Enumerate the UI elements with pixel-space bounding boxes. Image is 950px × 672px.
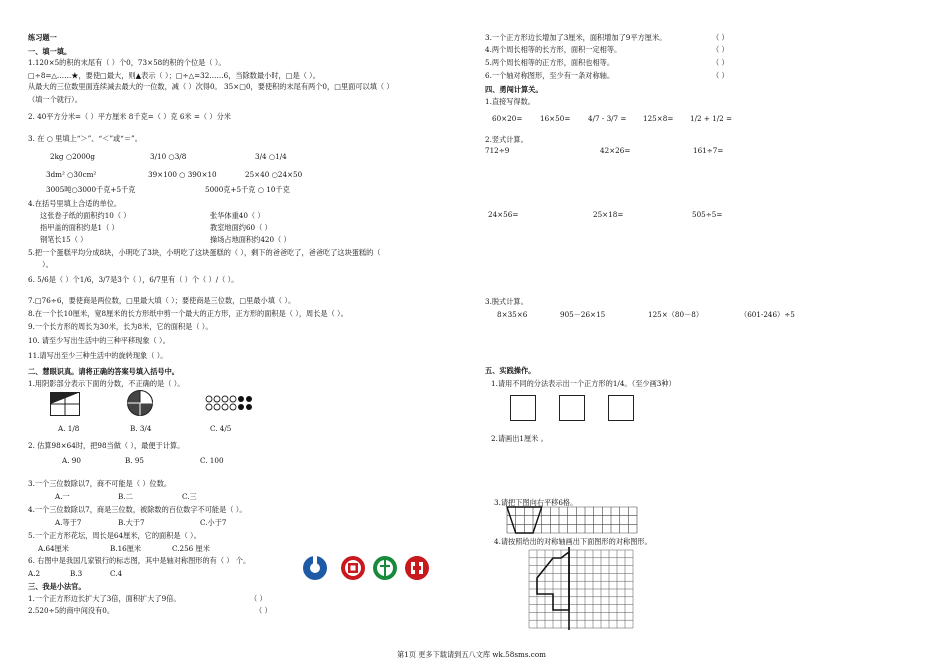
p1: 1.请用不同的分法表示出一个正方形的1/4。（至少画3种） — [491, 379, 676, 388]
p3: 3.请把下图向右平移6格。 — [494, 498, 578, 507]
m5: 5.一个正方形花坛，周长是64厘米，它的面积是（ ）。 — [28, 531, 201, 540]
bank-logo-icon — [372, 553, 398, 583]
translation-grid[interactable] — [507, 507, 637, 533]
m5-option-c: C.256 厘米 — [172, 544, 210, 553]
j3-paren: （ ） — [712, 33, 729, 42]
section-4-title: 四、勇闯计算关。 — [485, 85, 543, 94]
j1-paren: （ ） — [250, 594, 267, 603]
bank-logo-icon — [404, 553, 430, 583]
footer: 第1页 更多下载请到五八文库 wk.58sms.com — [397, 650, 546, 659]
m1-option-b: B. 3/4 — [130, 424, 152, 433]
q9: 9.一个长方形的周长为30米，长为8米，它的面积是（ ）。 — [28, 322, 213, 331]
fraction-circle-figure — [127, 390, 153, 416]
q3-item: 3/10 ○3/8 — [150, 152, 187, 161]
c2-item: 505÷5= — [692, 210, 723, 219]
c2: 2.竖式计算。 — [485, 135, 528, 144]
m2-option-c: C. 100 — [200, 456, 224, 465]
m6-option-c: C.4 — [110, 569, 123, 578]
q1b: □÷8=△……★，要使□最大，则▲表示（ ）；□÷△=32……6，当除数最小时，□是（ ）。 — [28, 71, 320, 80]
q2: 2. 40平方分米=（ ）平方厘米 8千克=（ ）克 6米 =（ ）分米 — [28, 112, 231, 121]
bank-logo-icon — [302, 553, 328, 583]
c2-item: 25×18= — [593, 210, 624, 219]
m3: 3.一个三位数除以7，商不可能是（ ）位数。 — [28, 479, 172, 488]
q4-item: 钢笔长15（ ） — [40, 235, 88, 244]
q4-item: 这张卷子纸的面积约10（ ） — [40, 211, 131, 220]
c3-item: 125×（80－8） — [648, 310, 704, 319]
q4-item: 教室地面约60（ ） — [210, 223, 272, 232]
j2-paren: （ ） — [255, 606, 272, 615]
j1: 1.一个正方形边长扩大了3倍，面积扩大了9倍。 — [28, 594, 181, 603]
j4-paren: （ ） — [712, 45, 729, 54]
c3-item: 8×35×6 — [497, 310, 528, 319]
p4: 4.请按照给出的对称轴画出下面图形的对称图形。 — [494, 537, 652, 546]
fraction-rectangle-figure — [50, 392, 80, 416]
j2: 2.520÷5的商中间没有0。 — [28, 606, 115, 615]
m1-option-a: A. 1/8 — [58, 424, 80, 433]
q4-item: 操场占地面积约420（ ） — [210, 235, 291, 244]
c1-item: 1/2 + 1/2 = — [690, 114, 733, 123]
q5b: ）。 — [42, 260, 53, 269]
m2-option-b: B. 95 — [125, 456, 144, 465]
quarter-square[interactable] — [608, 395, 634, 421]
m1: 1.用阴影部分表示下面的分数，不正确的是（ ）。 — [28, 379, 185, 388]
section-3-title: 三、我是小法官。 — [28, 582, 86, 591]
q3-item: 2kg ○2000g — [50, 152, 95, 161]
m5-option-a: A.64厘米 — [38, 544, 69, 553]
c3-item: （601-246）÷5 — [740, 310, 795, 319]
c1-item: 60×20= — [492, 114, 523, 123]
q4-item: 张华体重40（ ） — [210, 211, 265, 220]
q3-item: 3dm² ○30cm² — [46, 170, 97, 179]
q4-item: 指甲盖的面积约是1（ ） — [40, 223, 119, 232]
q5: 5.把一个蛋糕平均分成8块，小明吃了3块，小明吃了这块蛋糕的（ ），剩下的爸爸吃了，爸爸吃了这块蛋糕的（ — [28, 248, 381, 257]
c2-item: 712÷9 — [485, 146, 510, 155]
m4-option-a: A.等于7 — [55, 518, 82, 527]
m6-option-b: B.3 — [70, 569, 83, 578]
c2-item: 42×26= — [600, 146, 631, 155]
page-title: 练习题一 — [28, 33, 57, 42]
j6-paren: （ ） — [712, 71, 729, 80]
c1-item: 4/7 - 3/7 = — [588, 114, 627, 123]
m5-option-b: B.16厘米 — [110, 544, 142, 553]
quarter-square[interactable] — [559, 395, 585, 421]
section-5-title: 五、实践操作。 — [485, 366, 536, 375]
q3-item: 3005吨○3000千克+5千克 — [46, 185, 136, 194]
q3: 3. 在 ○ 里填上“＞”、“＜”或“＝”。 — [28, 134, 142, 143]
m4: 4.一个三位数除以7，商是三位数，被除数的百位数字不可能是（ ）。 — [28, 505, 247, 514]
c1: 1.直接写得数。 — [485, 97, 535, 106]
j6: 6.一个轴对称图形，至少有一条对称轴。 — [485, 71, 615, 80]
q7: 7.□76÷6，要使商是两位数，□里最大填（ ）；要使商是三位数，□里最小填（ ）。 — [28, 296, 296, 305]
m3-option-b: B.二 — [118, 492, 133, 501]
j5-paren: （ ） — [712, 58, 729, 67]
j4: 4.两个周长相等的长方形，面积一定相等。 — [485, 45, 622, 54]
j3: 3.一个正方形边长增加了3厘米，面积增加了9平方厘米。 — [485, 33, 667, 42]
m3-option-c: C.三 — [182, 492, 197, 501]
m6: 6. 右图中是我国几家银行的标志图，其中是轴对称图形的有（ ） 个。 — [28, 556, 251, 565]
quarter-square[interactable] — [510, 395, 536, 421]
p2: 2.请画出1厘米 。 — [491, 434, 548, 443]
fraction-dots-figure — [205, 395, 253, 411]
c3-item: 905－26×15 — [560, 310, 606, 319]
c1-item: 125×8= — [643, 114, 674, 123]
q6: 6. 5/6是（ ）个1/6，3/7是3个（ ），6/7里有（ ）个（ ）/（ ）。 — [28, 275, 239, 284]
section-2-title: 二、慧眼识真。请将正确的答案号填入括号中。 — [28, 367, 179, 376]
m3-option-a: A.一 — [55, 492, 70, 501]
q11: 11.请写出至少三种生活中的旋转现象（ ）。 — [28, 351, 168, 360]
m4-option-c: C.小于7 — [200, 518, 227, 527]
q1c: 从最大的三位数里面连续减去最大的一位数，减（ ）次得0。 35×□0，要使积的末尾有两个0，□里面可以填（ ） — [28, 82, 394, 91]
m6-option-a: A.2 — [28, 569, 41, 578]
c1-item: 16×50= — [540, 114, 571, 123]
q4: 4.在括号里填上合适的单位。 — [28, 199, 122, 208]
q3-item: 39×100 ○ 390×10 — [148, 170, 217, 179]
m2: 2. 估算98×64时，把98当做（ ），最便于计算。 — [28, 441, 185, 450]
q1: 1.120×5的积的末尾有（ ）个0，73×58的积的个位是（ ）。 — [28, 58, 226, 67]
m4-option-b: B.大于7 — [118, 518, 145, 527]
q8: 8.在一个长10厘米，宽8厘米的长方形纸中剪一个最大的正方形，正方形的面积是（ ），周长是（ ）。 — [28, 309, 348, 318]
j5: 5.两个周长相等的正方形，面积也相等。 — [485, 58, 615, 67]
symmetry-grid[interactable] — [529, 550, 633, 628]
q10: 10. 请至少写出生活中的三种平移现象（ ）。 — [28, 336, 170, 345]
c2-item: 24×56= — [488, 210, 519, 219]
c2-item: 161÷7= — [693, 146, 724, 155]
q3-item: 5000克+5千克 ○ 10千克 — [205, 185, 290, 194]
section-1-title: 一、填一填。 — [28, 47, 72, 56]
q3-item: 25×40 ○24×50 — [245, 170, 303, 179]
c3: 3.脱式计算。 — [485, 297, 528, 306]
q3-item: 3/4 ○1/4 — [255, 152, 287, 161]
bank-logo-icon — [340, 553, 366, 583]
q1d: （填一个就行）。 — [28, 95, 82, 104]
m2-option-a: A. 90 — [62, 456, 81, 465]
m1-option-c: C. 4/5 — [210, 424, 232, 433]
